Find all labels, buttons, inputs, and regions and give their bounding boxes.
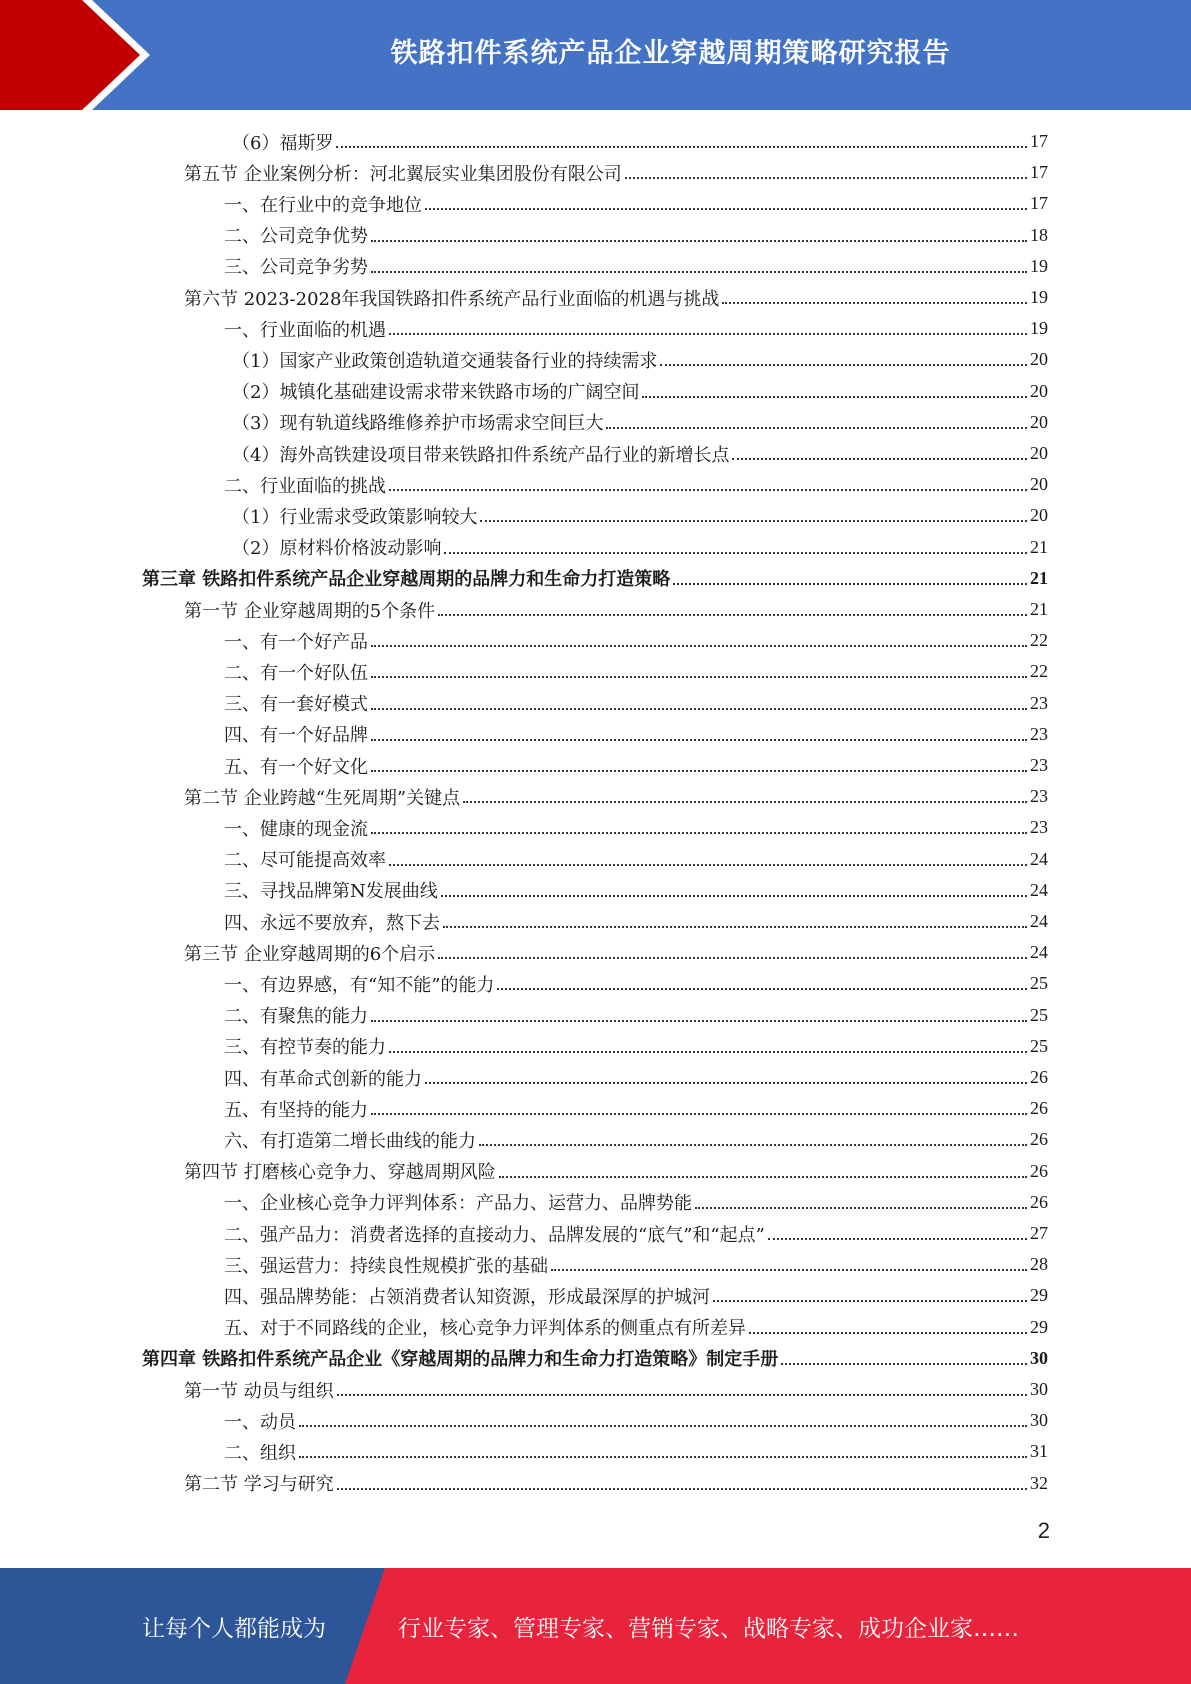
toc-entry-title: 一、行业面临的机遇 (224, 319, 386, 341)
toc-leader-dots (438, 613, 1027, 616)
toc-leader-dots (713, 1299, 1027, 1302)
toc-entry-title: （1）国家产业政策创造轨道交通装备行业的持续需求 (232, 350, 658, 372)
toc-page-number: 26 (1030, 1129, 1048, 1150)
toc-section[interactable] (184, 157, 1048, 188)
toc-page-number: 31 (1030, 1441, 1048, 1462)
footer-slogan-right: 行业专家、管理专家、营销专家、战略专家、成功企业家…… (398, 1615, 1019, 1642)
toc-page-number: 22 (1030, 661, 1048, 682)
toc-leader-dots (463, 800, 1027, 803)
toc-page-number: 25 (1030, 1004, 1048, 1025)
toc-page-number: 26 (1030, 1067, 1048, 1087)
toc-page-number: 26 (1030, 1098, 1048, 1119)
toc-item[interactable] (224, 469, 1048, 500)
toc-entry-title: 第四节 打磨核心竞争力、穿越周期风险 (184, 1162, 496, 1184)
toc-leader-dots (673, 582, 1027, 585)
toc-entry-title: 六、有打造第二增长曲线的能力 (224, 1130, 476, 1152)
toc-leader-dots (371, 239, 1027, 242)
toc-item[interactable] (232, 500, 1048, 531)
toc-entry-title: （1）行业需求受政策影响较大 (232, 506, 478, 528)
toc-page-number: 24 (1030, 848, 1048, 869)
toc-item[interactable] (224, 1249, 1048, 1280)
toc-page-number: 21 (1030, 567, 1048, 588)
toc-leader-dots (371, 1019, 1027, 1022)
toc-item[interactable] (224, 220, 1048, 251)
toc-page-number: 23 (1030, 755, 1048, 775)
toc-entry-title: （2）城镇化基础建设需求带来铁路市场的广阔空间 (232, 382, 640, 404)
toc-entry-title: 三、有控节奏的能力 (224, 1037, 386, 1059)
page-header (0, 0, 1191, 110)
toc-item[interactable] (224, 1280, 1048, 1311)
toc-entry-title: 一、有一个好产品 (224, 631, 368, 653)
toc-leader-dots (371, 769, 1027, 772)
toc-chapter[interactable] (142, 1343, 1048, 1374)
toc-entry-title: 第二节 学习与研究 (184, 1474, 334, 1496)
toc-leader-dots (660, 363, 1027, 366)
toc-item[interactable] (224, 1405, 1048, 1436)
toc-entry-title: 三、有一套好模式 (224, 694, 368, 716)
toc-page-number: 23 (1030, 692, 1048, 713)
toc-item[interactable] (224, 875, 1048, 906)
toc-section[interactable] (184, 282, 1048, 313)
toc-page-number: 24 (1030, 942, 1048, 963)
toc-page-number: 22 (1030, 630, 1048, 651)
toc-entry-title: 一、动员 (224, 1411, 296, 1433)
toc-item[interactable] (224, 1062, 1048, 1093)
toc-item[interactable] (232, 344, 1048, 375)
toc-leader-dots (299, 1424, 1027, 1427)
toc-item[interactable] (232, 532, 1048, 563)
toc-item[interactable] (224, 1093, 1048, 1124)
toc-page-number: 20 (1030, 380, 1048, 401)
toc-page-number: 28 (1030, 1254, 1048, 1275)
toc-page-number: 23 (1030, 786, 1048, 807)
toc-leader-dots (371, 675, 1027, 678)
toc-leader-dots (438, 956, 1027, 959)
toc-leader-dots (337, 1393, 1027, 1396)
toc-entry-title: 第三节 企业穿越周期的6个启示 (184, 943, 436, 965)
toc-entry-title: 第一节 企业穿越周期的5个条件 (184, 600, 436, 622)
toc-leader-dots (371, 831, 1027, 834)
toc-section[interactable] (184, 1156, 1048, 1187)
toc-page-number: 27 (1030, 1223, 1048, 1243)
toc-page-number: 20 (1030, 443, 1048, 463)
toc-item[interactable] (224, 251, 1048, 282)
toc-item[interactable] (224, 1312, 1048, 1343)
toc-page-number: 30 (1030, 1410, 1048, 1431)
toc-entry-title: 第五节 企业案例分析：河北翼辰实业集团股份有限公司 (184, 163, 622, 185)
toc-page-number: 17 (1030, 162, 1048, 183)
toc-item[interactable] (232, 407, 1048, 438)
toc-entry-title: 一、企业核心竞争力评判体系：产品力、运营力、品牌势能 (224, 1193, 692, 1215)
toc-page-number: 18 (1030, 224, 1048, 245)
toc-leader-dots (336, 145, 1027, 148)
toc-leader-dots (371, 707, 1027, 710)
toc-item[interactable] (224, 188, 1048, 219)
toc-entry-title: 第一节 动员与组织 (184, 1380, 334, 1402)
toc-entry-title: 第三章 铁路扣件系统产品企业穿越周期的品牌力和生命力打造策略 (142, 569, 671, 591)
toc-leader-dots (479, 1143, 1027, 1146)
toc-leader-dots (606, 426, 1027, 429)
toc-page-number: 19 (1030, 255, 1048, 276)
toc-section[interactable] (184, 937, 1048, 968)
page-footer (0, 1568, 1191, 1684)
toc-leader-dots (551, 1268, 1027, 1271)
toc-page-number: 17 (1030, 193, 1048, 214)
toc-item[interactable] (224, 313, 1048, 344)
toc-item[interactable] (224, 1187, 1048, 1218)
toc-page-number: 23 (1030, 723, 1048, 744)
toc-leader-dots (441, 894, 1027, 897)
toc-section[interactable] (184, 1468, 1048, 1499)
toc-entry-title: 第四章 铁路扣件系统产品企业《穿越周期的品牌力和生命力打造策略》制定手册 (142, 1349, 779, 1371)
toc-leader-dots (389, 863, 1027, 866)
toc-entry-title: 一、在行业中的竞争地位 (224, 194, 422, 216)
toc-leader-dots (480, 519, 1027, 522)
toc-item[interactable] (224, 1031, 1048, 1062)
toc-item[interactable] (224, 625, 1048, 656)
toc-entry-title: 四、有一个好品牌 (224, 725, 368, 747)
toc-leader-dots (443, 925, 1027, 928)
toc-leader-dots (389, 1050, 1027, 1053)
toc-page-number: 17 (1030, 131, 1048, 151)
toc-leader-dots (749, 1331, 1027, 1334)
toc-section[interactable] (184, 781, 1048, 812)
toc-entry-title: 五、有坚持的能力 (224, 1099, 368, 1121)
toc-leader-dots (781, 1362, 1027, 1365)
toc-chapter[interactable] (142, 563, 1048, 594)
toc-page-number: 25 (1030, 1035, 1048, 1056)
footer-slogan-left: 让每个人都能成为 (142, 1615, 326, 1642)
toc-leader-dots (497, 987, 1027, 990)
toc-page-number: 26 (1030, 1191, 1048, 1212)
toc-leader-dots (371, 738, 1027, 741)
toc-item[interactable] (224, 719, 1048, 750)
toc-section[interactable] (184, 594, 1048, 625)
toc-leader-dots (768, 1237, 1027, 1240)
toc-leader-dots (371, 270, 1027, 273)
toc-entry-title: 三、公司竞争劣势 (224, 257, 368, 279)
toc-page-number: 30 (1030, 1347, 1048, 1368)
toc-leader-dots (625, 176, 1027, 179)
toc-entry-title: （4）海外高铁建设项目带来铁路扣件系统产品行业的新增长点 (232, 444, 730, 466)
page-number: 2 (1037, 1518, 1050, 1543)
toc-entry-title: 五、对于不同路线的企业，核心竞争力评判体系的侧重点有所差异 (224, 1318, 746, 1340)
toc-item[interactable] (224, 1000, 1048, 1031)
toc-entry-title: 四、永远不要放弃，熬下去 (224, 912, 440, 934)
toc-page-number: 23 (1030, 817, 1048, 838)
toc-item[interactable] (224, 906, 1048, 937)
toc-page-number: 24 (1030, 911, 1048, 931)
toc-entry-title: 三、强运营力：持续良性规模扩张的基础 (224, 1255, 548, 1277)
toc-page-number: 21 (1030, 599, 1048, 619)
toc-item[interactable] (232, 126, 1048, 157)
toc-item[interactable] (224, 844, 1048, 875)
toc-leader-dots (337, 1487, 1027, 1490)
toc-entry-title: 二、组织 (224, 1442, 296, 1464)
toc-entry-title: 二、有一个好队伍 (224, 662, 368, 684)
toc-page-number: 32 (1030, 1472, 1048, 1493)
toc-item[interactable] (232, 376, 1048, 407)
toc-page-number: 20 (1030, 505, 1048, 526)
toc-item[interactable] (224, 1436, 1048, 1467)
toc-entry-title: 二、强产品力：消费者选择的直接动力、品牌发展的“底气”和“起点” (224, 1224, 765, 1246)
toc-item[interactable] (232, 438, 1048, 469)
toc-page-number: 20 (1030, 474, 1048, 495)
toc-entry-title: 二、尽可能提高效率 (224, 850, 386, 872)
toc-page-number: 29 (1030, 1285, 1048, 1306)
toc-leader-dots (389, 332, 1027, 335)
toc-page-number: 25 (1030, 973, 1048, 994)
toc-item[interactable] (224, 750, 1048, 781)
toc-item[interactable] (224, 812, 1048, 843)
toc-leader-dots (695, 1206, 1027, 1209)
toc-leader-dots (299, 1455, 1027, 1458)
toc-page-number: 21 (1030, 536, 1048, 557)
toc-item[interactable] (224, 688, 1048, 719)
toc-item[interactable] (224, 1124, 1048, 1155)
toc-entry-title: 五、有一个好文化 (224, 756, 368, 778)
toc-leader-dots (371, 644, 1027, 647)
toc-leader-dots (425, 1081, 1027, 1084)
toc-entry-title: 二、公司竞争优势 (224, 226, 368, 248)
toc-item[interactable] (224, 968, 1048, 999)
toc-page-number: 19 (1030, 287, 1048, 307)
toc-page-number: 29 (1030, 1316, 1048, 1337)
toc-entry-title: （3）现有轨道线路维修养护市场需求空间巨大 (232, 413, 604, 435)
toc-entry-title: 一、有边界感，有“知不能”的能力 (224, 974, 495, 996)
toc-leader-dots (722, 301, 1027, 304)
toc-item[interactable] (224, 1218, 1048, 1249)
toc-page-number: 30 (1030, 1379, 1048, 1399)
toc-entry-title: （6）福斯罗 (232, 132, 334, 154)
toc-entry-title: 第六节 2023-2028年我国铁路扣件系统产品行业面临的机遇与挑战 (184, 288, 720, 310)
toc-leader-dots (732, 457, 1027, 460)
toc-entry-title: 二、行业面临的挑战 (224, 475, 386, 497)
toc-item[interactable] (224, 656, 1048, 687)
toc-page-number: 20 (1030, 349, 1048, 370)
toc-section[interactable] (184, 1374, 1048, 1405)
toc-entry-title: 第二节 企业跨越“生死周期”关键点 (184, 787, 461, 809)
toc-leader-dots (371, 1112, 1027, 1115)
toc-entry-title: 三、寻找品牌第N发展曲线 (224, 881, 438, 903)
toc-entry-title: 一、健康的现金流 (224, 818, 368, 840)
toc-page-number: 26 (1030, 1160, 1048, 1181)
toc-page-number: 24 (1030, 879, 1048, 900)
toc-entry-title: （2）原材料价格波动影响 (232, 538, 442, 560)
toc-entry-title: 四、有革命式创新的能力 (224, 1068, 422, 1090)
toc-page-number: 20 (1030, 411, 1048, 432)
toc-page-number: 19 (1030, 318, 1048, 339)
toc-leader-dots (425, 207, 1027, 210)
toc-leader-dots (499, 1175, 1027, 1178)
report-title: 铁路扣件系统产品企业穿越周期策略研究报告 (390, 37, 951, 69)
toc-leader-dots (642, 395, 1027, 398)
toc-entry-title: 二、有聚焦的能力 (224, 1006, 368, 1028)
toc-leader-dots (444, 551, 1027, 554)
toc-leader-dots (389, 488, 1027, 491)
toc-entry-title: 四、强品牌势能：占领消费者认知资源，形成最深厚的护城河 (224, 1286, 710, 1308)
